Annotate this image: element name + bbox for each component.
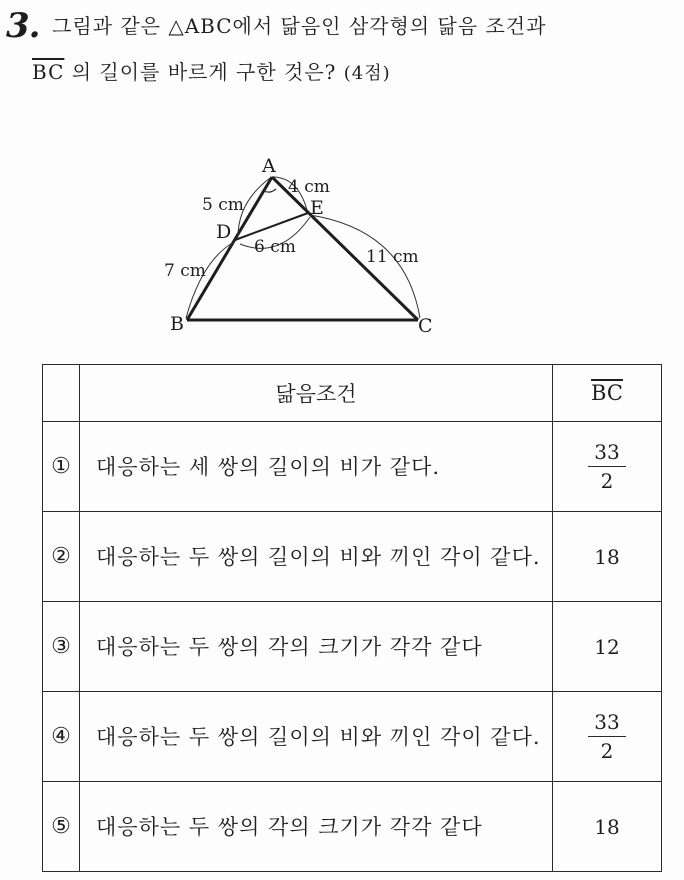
condition-text: 대응하는 두 쌍의 길이의 비와 끼인 각이 같다.: [80, 692, 553, 782]
answer-table: [42, 364, 662, 872]
bc-value: [553, 692, 662, 782]
label-db: 7 cm: [164, 261, 206, 281]
header-bc-label: $\overline{BC}$: [591, 381, 623, 405]
choice-number[interactable]: ①: [43, 422, 80, 512]
segment-de: [235, 213, 308, 240]
header-blank-cell: [43, 365, 80, 422]
question-text-line1: 그림과 같은 △ABC에서 닮음인 삼각형의 닮음 조건과: [52, 14, 547, 38]
label-de: 6 cm: [254, 237, 296, 257]
vertex-b: B: [170, 313, 184, 335]
table-header-row: [43, 365, 662, 422]
choice-number[interactable]: ③: [43, 602, 80, 692]
points-label: (4점): [343, 63, 391, 84]
vertex-a: A: [262, 155, 276, 177]
bc-value: [553, 422, 662, 512]
bc-fraction: $\frac{33}{2}$: [588, 440, 625, 493]
choice-number[interactable]: ⑤: [43, 782, 80, 872]
table-row: [43, 692, 662, 782]
table-row: [43, 782, 662, 872]
vertex-e: E: [310, 197, 324, 219]
question-number: 3.: [6, 6, 40, 46]
vertex-d: D: [216, 221, 232, 243]
condition-text: 대응하는 두 쌍의 길이의 비와 끼인 각이 같다.: [80, 512, 553, 602]
question-text-rest: 의 길이를 바르게 구한 것은?: [64, 60, 337, 84]
question-text-line2: [32, 56, 391, 85]
bc-value: 18: [553, 512, 662, 602]
segment-bc: $\overline{BC}$: [32, 60, 65, 84]
header-condition: 닮음조건: [80, 365, 553, 422]
condition-text: 대응하는 세 쌍의 길이의 비가 같다.: [80, 422, 553, 512]
triangle-figure: [150, 150, 470, 350]
bc-fraction: $\frac{33}{2}$: [588, 710, 625, 763]
bc-value: 18: [553, 782, 662, 872]
table-row: [43, 602, 662, 692]
table-row: [43, 422, 662, 512]
label-ad: 5 cm: [202, 195, 244, 215]
condition-text: 대응하는 두 쌍의 각의 크기가 각각 같다: [80, 602, 553, 692]
header-bc: [553, 365, 662, 422]
vertex-c: C: [418, 315, 433, 337]
label-ec: 11 cm: [366, 247, 419, 267]
choice-number[interactable]: ④: [43, 692, 80, 782]
condition-text: 대응하는 두 쌍의 각의 크기가 각각 같다: [80, 782, 553, 872]
choice-number[interactable]: ②: [43, 512, 80, 602]
label-ae: 4 cm: [288, 177, 330, 197]
table-row: [43, 512, 662, 602]
bc-value: 12: [553, 602, 662, 692]
